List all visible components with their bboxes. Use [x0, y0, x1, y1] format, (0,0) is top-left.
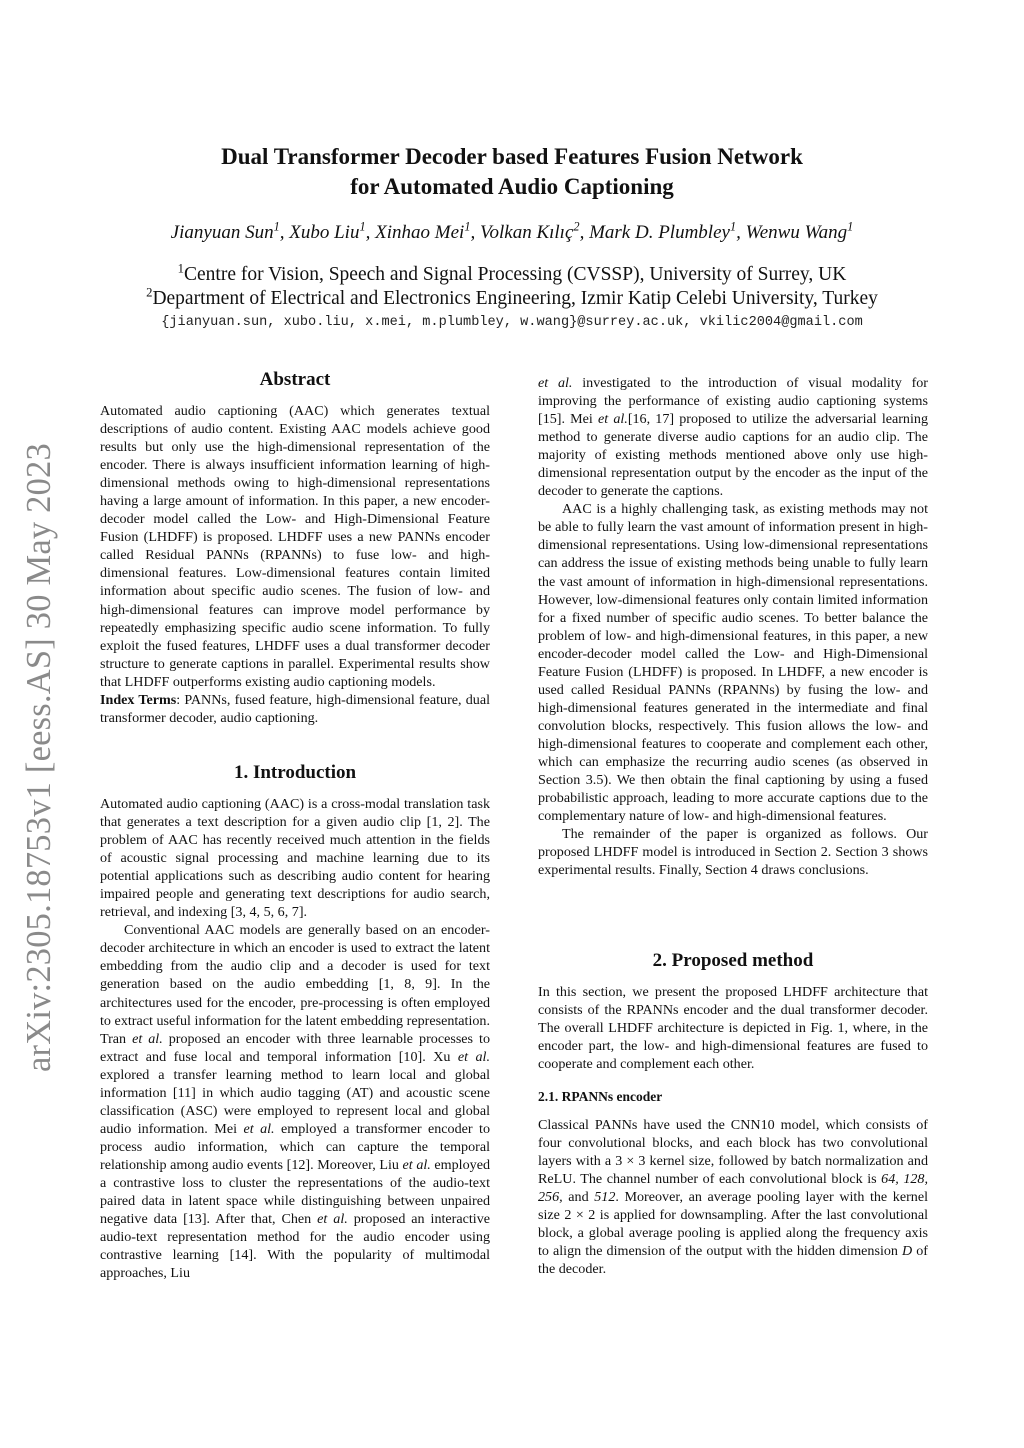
intro-paragraph-4: The remainder of the paper is organized as follows. Our proposed LHDFF model is introduced in Section 2. Section 3 shows experimental results. Finally, Section 4 draws conclusions.	[538, 826, 928, 879]
author-name: Mark D. Plumbley	[589, 222, 730, 243]
index-terms: Index Terms: PANNs, fused feature, high-dimensional feature, dual transformer decoder, audio captioning.	[100, 691, 491, 726]
introduction-body-right	[538, 374, 928, 879]
method-intro-body	[538, 983, 928, 1073]
abstract-body	[100, 402, 490, 727]
author-list: Jianyuan Sun$^1$, Xubo Liu$^1$, Xinhao Mei$^1$, Volkan Kılıç$^2$, Mark D. Plumbley$^1$, Wenwu Wang$^1$	[170, 219, 854, 243]
author-name: Volkan Kılıç	[479, 222, 574, 243]
affiliation-2: $^2$Department of Electrical and Electronics Engineering, Izmir Katip Celebi University, Turkey	[146, 285, 878, 309]
arxiv-identifier: arXiv:2305.18753v1 [eess.AS] 30 May 2023	[20, 443, 58, 1072]
introduction-heading: 1. Introduction	[233, 762, 357, 783]
author-name: Jianyuan Sun	[170, 222, 274, 243]
introduction-body-left	[100, 795, 490, 1282]
title-line-2: for Automated Audio Captioning	[350, 174, 674, 199]
intro-paragraph-2-continued: et al. investigated to the introduction of visual modality for improving the performance of existing audio captioning systems [15]. Mei et al.[16, 17] proposed to utilize the adversarial learning method to generate diverse audio captions for an audio clip. The majority of existing methods mentioned above only use high-dimensional representation output by the encoder as the input of the decoder to generate the captions.	[538, 375, 928, 500]
author-emails: {jianyuan.sun, xubo.liu, x.mei, m.plumbley, w.wang}@surrey.ac.uk, vkilic2004@gmail.com	[161, 315, 863, 330]
intro-paragraph-2: Conventional AAC models are generally based on an encoder-decoder architecture in which an encoder is used to extract the latent embedding from the audio clip and a decoder is used for text generation based on the audio embedding [1, 8, 9]. In the architectures used for the encoder, pre-processing is often employed to extract useful information for the latent embedding representation. Tran et al. proposed an encoder with three learnable processes to extract and fuse local and temporal information [10]. Xu et al. explored a transfer learning method to learn local and global information [11] in which audio tagging (AT) and acoustic scene classification (ASC) were employed to represent local and global audio information. Mei et al. employed a transformer encoder to process audio information, which can capture the temporal relationship among audio events [12]. Moreover, Liu et al. employed a contrastive loss to cluster the representations of the audio-text paired data in latent space while distinguishing between unpaired negative data [13]. After that, Chen et al. proposed an interactive audio-text representation method for the audio encoder using contrastive learning [14]. With the popularity of multimodal approaches, Liu	[100, 922, 490, 1282]
affiliation-1: $^1$Centre for Vision, Speech and Signal Processing (CVSSP), University of Surrey, UK	[177, 261, 847, 285]
title-line-1: Dual Transformer Decoder based Features Fusion Network	[221, 144, 803, 169]
intro-paragraph-3: AAC is a highly challenging task, as existing methods may not be able to fully learn the vast amount of information present in high-dimensional representations. Using low-dimensional representations can address the issue of existing methods being unable to fully learn the vast amount of information in high-dimensional representations. However, low-dimensional features only contain limited information for a fixed number of specific audio scenes. To better balance the problem of low- and high-dimensional features, in this paper, a new encoder-decoder model called the Low- and High-Dimensional Feature Fusion (LHDFF) is proposed. In LHDFF, a new encoder is used called Residual PANNs (RPANNs) by fusing the low- and high-dimensional features generated in the intermediate and final convolution blocks, respectively. This fusion allows the low- and high-dimensional features to cooperate and complement each other, which can emphasize the recurring audio scenes (as observed in Section 3.5). We then obtain the final captioning by using a fused probabilistic approach, leading to more accurate captions due to the complementary nature of low- and high-dimensional features.	[538, 501, 928, 825]
rpanns-encoder-heading: 2.1. RPANNs encoder	[538, 1089, 663, 1104]
author-name: Wenwu Wang	[745, 222, 848, 243]
method-paragraph-2: Classical PANNs have used the CNN10 model, which consists of four convolutional blocks, and each block has two convolutional layers with a 3 × 3 kernel size, followed by batch normalization and ReLU. The channel number of each convolutional block is 64, 128, 256, and 512. Moreover, an average pooling layer with the kernel size 2 × 2 is applied for downsampling. After the last convolutional block, a global average pooling is applied along the frequency axis to align the dimension of the output with the hidden dimension D of the decoder.	[538, 1117, 929, 1278]
abstract-text: Automated audio captioning (AAC) which generates textual descriptions of audio content. Existing AAC models achieve good results but only use the high-dimensional representation of the encoder. There is always insufficient information learning of high-dimensional methods owing to high-dimensional representations having a large amount of information. In this paper, a new encoder-decoder model called the Low- and High-Dimensional Feature Fusion (LHDFF) is proposed. LHDFF uses a new PANNs encoder called Residual PANNs (RPANNs) to fuse low- and high-dimensional features. Low-dimensional features contain limited information about specific audio scenes. The fusion of low- and high-dimensional features can improve model performance by repeatedly emphasizing specific audio scene information. To fully exploit the fused features, LHDFF uses a dual transformer decoder structure to generate captions in parallel. Experimental results show that LHDFF outperforms existing audio captioning models.	[100, 403, 490, 690]
method-paragraph-1: In this section, we present the proposed LHDFF architecture that consists of the RPANNs encoder and the dual transformer decoder. The overall LHDFF architecture is depicted in Fig. 1, where, in the encoder part, the low- and high-dimensional features are fused to cooperate and complement each other.	[538, 984, 928, 1073]
intro-paragraph-1: Automated audio captioning (AAC) is a cross-modal translation task that generates a text description for a given audio clip [1, 2]. The problem of AAC has recently received much attention in the fields of acoustic signal processing and machine learning due to its potential applications such as describing audio content for hearing impaired people and generating text descriptions for audio search, retrieval, and indexing [3, 4, 5, 6, 7].	[100, 796, 490, 921]
abstract-heading: Abstract	[259, 369, 331, 390]
rpanns-encoder-body	[538, 1116, 928, 1278]
proposed-method-heading: 2. Proposed method	[652, 950, 814, 971]
paper-title	[0, 142, 1024, 202]
author-name: Xinhao Mei	[375, 222, 465, 243]
author-name: Xubo Liu	[289, 222, 360, 243]
